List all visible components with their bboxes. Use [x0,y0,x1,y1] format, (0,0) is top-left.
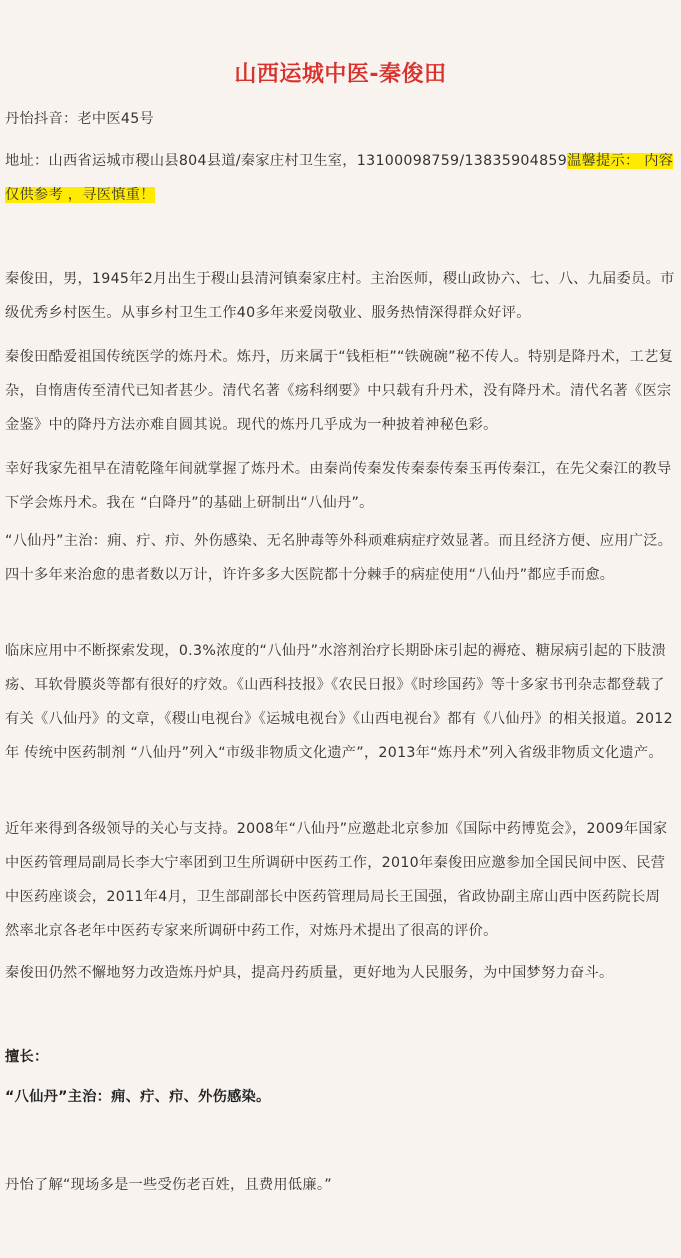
paragraph-closing-effort: 秦俊田仍然不懈地努力改造炼丹炉具，提高丹药质量，更好地为人民服务，为中国梦努力奋斗。 [5,965,614,981]
address-block [5,144,677,212]
specialty-text: “八仙丹”主治：痈、疔、疖、外伤感染。 [5,1089,271,1105]
warning-highlight: 温馨提示： 内容仅供参考 ，寻医慎重！ [5,153,674,203]
douyin-line: 丹怡抖音：老中医45号 [5,111,155,127]
address-text: 地址：山西省运城市稷山县804县道/秦家庄村卫生室，13100098759/13835904859 [5,153,568,169]
paragraph-support: 近年来得到各级领导的关心与支持。2008年“八仙丹”应邀赴北京参加《国际中药博览会》，2009年国家中医药管理局副局长李大宁率团到卫生所调研中医药工作，2010年秦俊田应邀参加全国民间中医、民营中医药座谈会，2011年4月，卫生部副部长中医药管理局局长王国强，省政协副主席山西中医药院长周 然率北京各老年中医药专家来所调研中药工作，对炼丹术提出了很高的评价。 [5,821,668,939]
paragraph-clinical: 临床应用中不断探索发现，0.3%浓度的“八仙丹”水溶剂治疗长期卧床引起的褥疮、糖尿病引起的下肢溃疡、耳软骨膜炎等都有很好的疗效。《山西科技报》《农民日报》《时珍国药》等十多家书刊杂志都登载了有关《八仙丹》的文章，《稷山电视台》《运城电视台》《山西电视台》都有《八仙丹》的相关报道。2012年 传统中医药制剂 “八仙丹”列入“市级非物质文化遗产”，2013年“炼丹术”列入省级非物质文化遗产。 [5,643,673,761]
page-title: 山西运城中医-秦俊田 [234,62,447,87]
paragraph-baxiandan: “八仙丹”主治：痈、疔、疖、外伤感染、无名肿毒等外科顽难病症疗效显著。而且经济方便、应用广泛。四十多年来治愈的患者数以万计，许许多多大医院都十分棘手的病症使用“八仙丹”都应手而愈。 [5,533,673,583]
paragraph-family: 幸好我家先祖早在清乾隆年间就掌握了炼丹术。由秦尚传秦发传秦泰传秦玉再传秦江，在先父秦江的教导下学会炼丹术。我在 “白降丹”的基础上研制出“八仙丹”。 [5,461,672,511]
paragraph-bio: 秦俊田，男，1945年2月出生于稷山县清河镇秦家庄村。主治医师，稷山政协六、七、八、九届委员。市级优秀乡村医生。从事乡村卫生工作40多年来爱岗敬业、服务热情深得群众好评。 [5,271,675,321]
specialty-label: 擅长： [5,1049,49,1065]
paragraph-alchemy: 秦俊田酷爱祖国传统医学的炼丹术。炼丹，历来属于“钱柜柜”“铁碗碗”秘不传人。特别是降丹术，工艺复杂，自惰唐传至清代已知者甚少。清代名著《疡科纲要》中只载有升丹术，没有降丹术。清代名著《医宗金鉴》中的降丹方法亦难自圆其说。现代的炼丹几乎成为一种披着神秘色彩。 [5,349,674,433]
closing-quote: 丹怡了解“现场多是一些受伤老百姓，且费用低廉。” [5,1177,332,1193]
